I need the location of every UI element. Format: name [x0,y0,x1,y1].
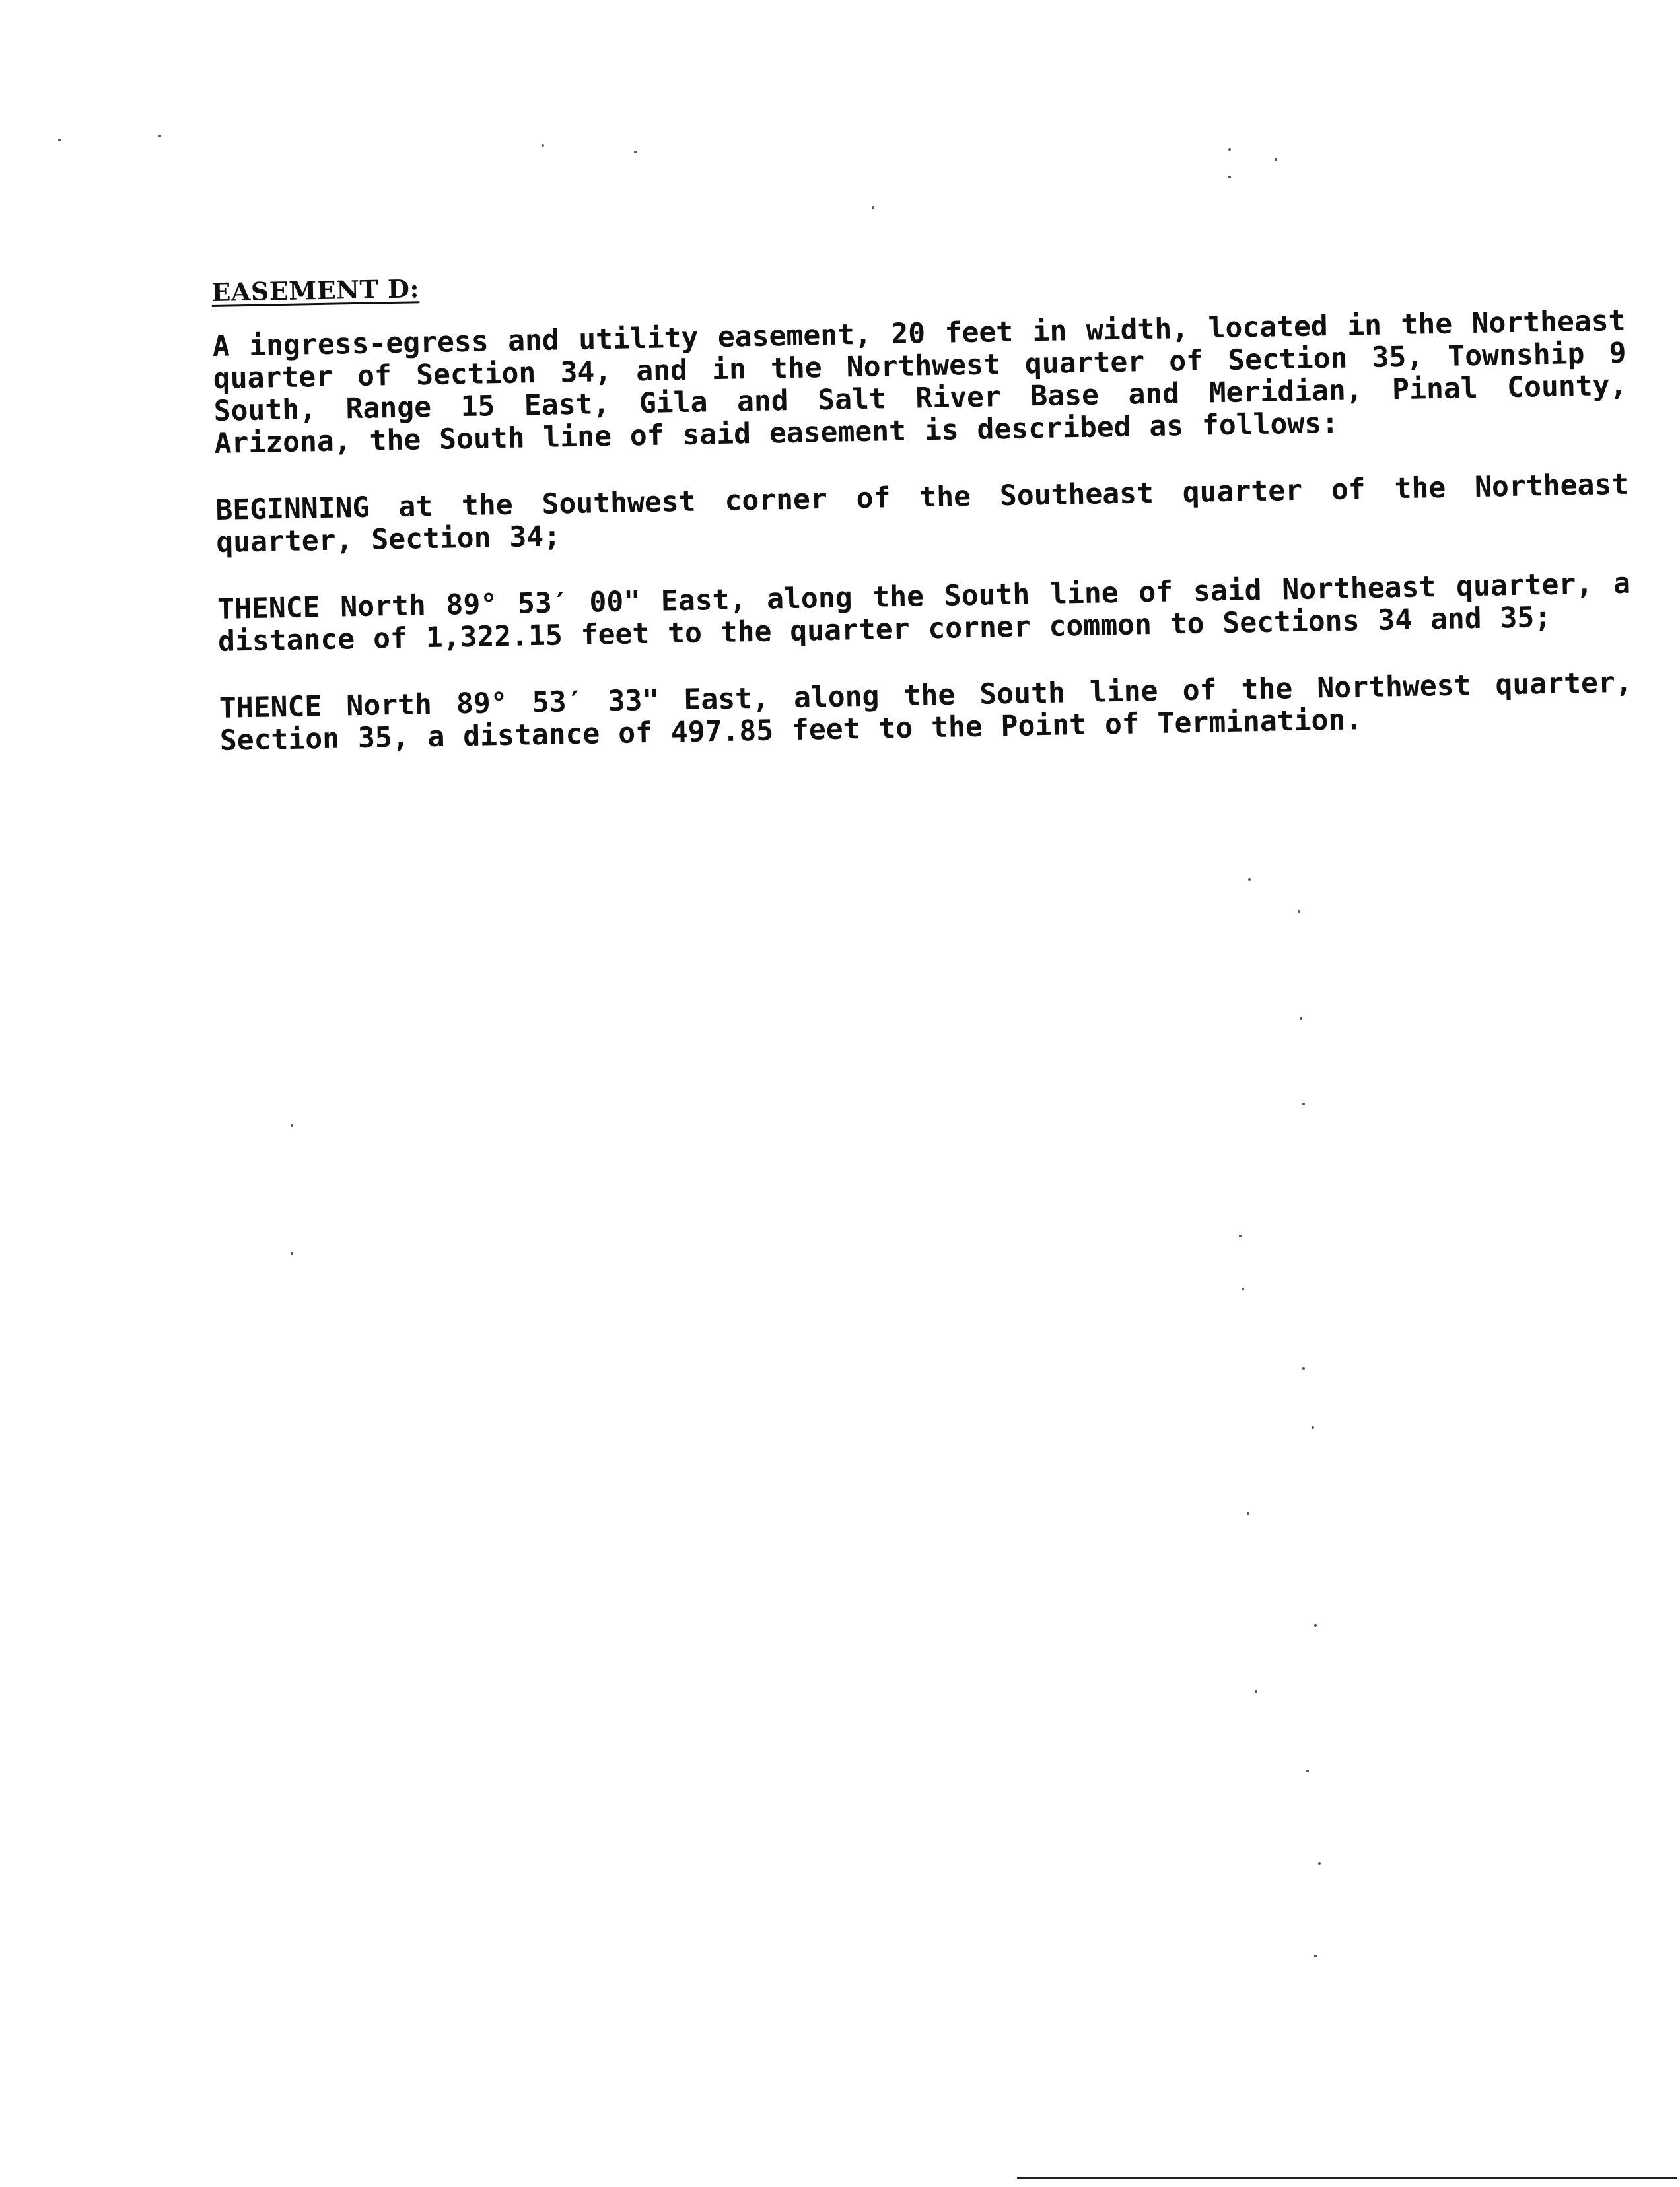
scan-speck [1300,1017,1302,1020]
scan-speck [1239,1235,1242,1237]
scan-speck [1228,176,1231,178]
scan-speck [634,151,637,153]
scan-speck [1298,910,1300,913]
easement-heading: EASEMENT D: [211,273,420,307]
bottom-edge-line [1017,2177,1677,2179]
scan-speck [291,1124,293,1127]
first-course-paragraph: THENCE North 89° 53′ 00" East, along the South line of said Northeast quarter, a distance of 1,322.15 feet to the quarter corner common to Sections 34 and 35; [217,567,1631,658]
scan-speck [291,1252,293,1255]
scan-speck [1255,1690,1257,1693]
easement-description [211,252,1634,792]
scan-speck [58,139,61,141]
scan-speck [1302,1367,1305,1370]
scan-speck [542,144,544,147]
scan-speck [1242,1288,1244,1290]
scan-speck [1318,1862,1321,1865]
easement-intro-paragraph: A ingress-egress and utility easement, 20 feet in width, located in the Northeast quarter of Section 34, and in the Northwest quarter of Section 35, Township 9 South, Range 15 East, Gila and Salt River Base and Meridian, Pinal County, Arizona, the South line of said easement is described as follows: [212,304,1627,460]
scan-speck [1302,1103,1305,1105]
scan-speck [1248,878,1251,881]
scan-speck [1312,1426,1314,1429]
scan-speck [1314,1624,1317,1627]
scan-speck [1247,1512,1249,1515]
scan-speck [1228,148,1231,151]
scan-speck [158,135,161,137]
scan-speck [1314,1955,1317,1957]
scan-speck [872,206,874,209]
scan-speck [1275,158,1277,161]
scan-speck [1306,1770,1309,1772]
second-course-paragraph: THENCE North 89° 53′ 33" East, along the South line of the Northwest quarter, Section 35, a distance of 497.85 feet to the Point of Termination. [219,666,1633,757]
beginning-paragraph: BEGINNING at the Southwest corner of the Southeast quarter of the Northeast quarter, Section 34; [215,468,1629,559]
